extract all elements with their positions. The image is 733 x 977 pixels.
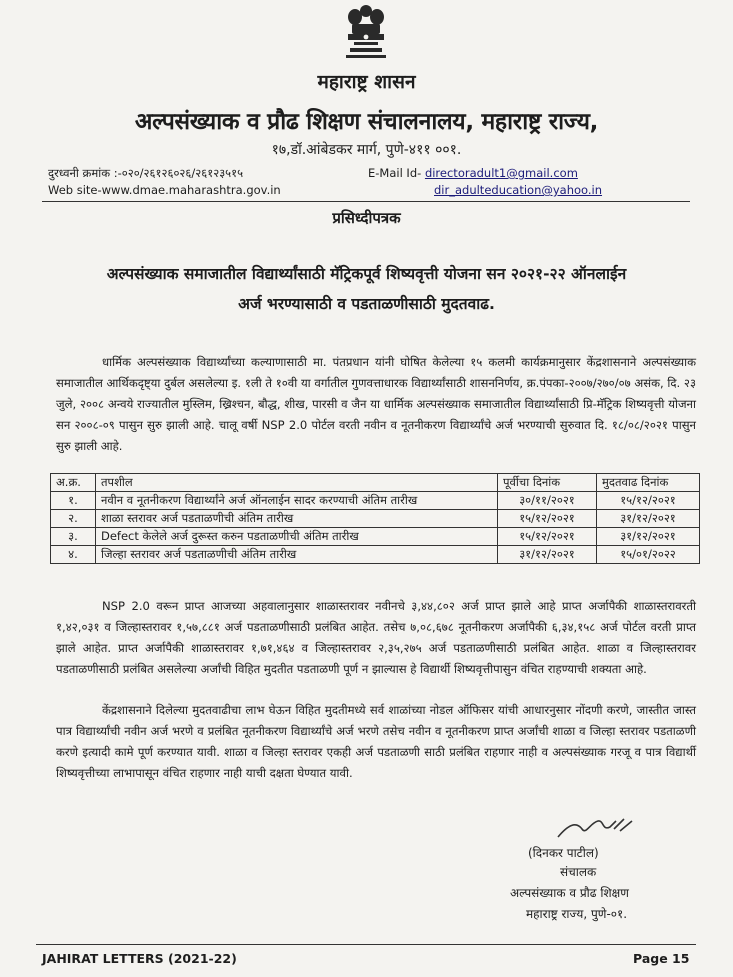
deadline-table bbox=[50, 473, 700, 564]
state-emblem bbox=[340, 2, 392, 62]
signatory-office: अल्पसंख्याक व प्रौढ शिक्षण bbox=[510, 886, 629, 900]
email-address-1[interactable]: directoradult1@gmail.com bbox=[424, 166, 578, 180]
email-line-1 bbox=[368, 166, 578, 180]
cell-extended-date: १५/१२/२०२१ bbox=[597, 492, 700, 510]
subject-line-1: अल्पसंख्याक समाजातील विद्यार्थ्यांसाठी मॅट्रिकपूर्व शिष्यवृत्ती योजना सन २०२१-२२ ऑनलाईन bbox=[106, 265, 627, 283]
signatory-designation: संचालक bbox=[560, 865, 597, 879]
cell-previous-date: १५/१२/२०२१ bbox=[498, 510, 597, 528]
footer-left: JAHIRAT LETTERS (2021-22) bbox=[42, 951, 237, 966]
cell-extended-date: ३१/१२/२०२१ bbox=[597, 510, 700, 528]
cell-details: जिल्हा स्तरावर अर्ज पडताळणीची अंतिम तारीख bbox=[96, 546, 498, 564]
cell-serial: २. bbox=[51, 510, 96, 528]
department-name: अल्पसंख्याक व प्रौढ शिक्षण संचालनालय, महाराष्ट्र राज्य, bbox=[134, 109, 599, 135]
table-row bbox=[51, 510, 700, 528]
table-row bbox=[51, 546, 700, 564]
website: Web site-www.dmae.maharashtra.gov.in bbox=[48, 183, 281, 197]
footer-divider bbox=[36, 944, 696, 945]
col-extended-date: मुदतवाढ दिनांक bbox=[597, 474, 700, 492]
cell-details: Defect केलेले अर्ज दुरूस्त करुन पडताळणीची अंतिम तारीख bbox=[96, 528, 498, 546]
email-label: E-Mail Id- bbox=[368, 166, 422, 180]
paragraph-status: NSP 2.0 वरून प्राप्त आजच्या अहवालानुसार शाळास्तरावर नवीनचे ३,४४,८०२ अर्ज प्राप्त झाले आहे प्राप्त अर्जापैकी शाळास्तरावरती १,४२,०३१ व जिल्हास्तरावर १,५७,८८१ अर्ज पडताळणीसाठी प्रलंबित आहेत. तसेच ७,०८,६७८ नूतनीकरण अर्जापैकी ६,३४,१५८ अर्ज पोर्टल वरती प्राप्त झाले आहेत. प्राप्त अर्जापैकी शाळास्तरावर १,७१,४६४ व जिल्हास्तरावर २,३५,२७५ अर्ज पडताळणीसाठी प्रलंबित आहेत. शाळा व जिल्हास्तरावर पडताळणीसाठी प्रलंबित असलेल्या अर्जांची विहित मुदतीत पडताळणी पूर्ण न झाल्यास हे विद्यार्थी शिष्यवृत्तीपासुन वंचित राहण्याची शक्यता आहे. bbox=[56, 599, 696, 676]
email-address-2[interactable]: dir_adulteducation@yahoo.in bbox=[434, 183, 603, 197]
signatory-name: (दिनकर पाटील) bbox=[528, 846, 599, 860]
cell-extended-date: ३१/१२/२०२१ bbox=[597, 528, 700, 546]
notice-heading: प्रसिध्दीपत्रक bbox=[332, 209, 401, 227]
col-previous-date: पूर्वीचा दिनांक bbox=[498, 474, 597, 492]
col-serial: अ.क्र. bbox=[51, 474, 96, 492]
paragraph-intro: धार्मिक अल्पसंख्याक विद्यार्थ्यांच्या कल्याणासाठी मा. पंतप्रधान यांनी घोषित केलेल्या १५ कलमी कार्यक्रमानुसार केंद्रशासनाने अल्पसंख्याक समाजातील आर्थिकदृष्ट्या दुर्बल असलेल्या इ. १ली ते १०वी या वर्गातील गुणवत्ताधारक विद्यार्थ्यांसाठी शासननिर्णय, क्र.पंपका-२००७/२७०/०७ असंक, दि. २३ जुले, २००८ अन्वये राज्यातील मुस्लिम, ख्रिश्चन, बौद्ध, शीख, पारसी व जैन या धार्मिक अल्पसंख्याक समाजातील विद्यार्थ्यांसाठी प्रि-मॅट्रिक शिष्यवृत्ती योजना सन २००८-०९ पासुन सुरु झाली आहे. चालू वर्षी NSP 2.0 पोर्टल वरती नवीन व नूतनीकरण विद्यार्थ्यांचे अर्ज भरण्याची सुरुवात दि. १८/०८/२०२१ पासुन सुरु झाली आहे. bbox=[56, 355, 696, 453]
col-details: तपशील bbox=[96, 474, 498, 492]
table-row bbox=[51, 528, 700, 546]
cell-previous-date: १५/१२/२०२१ bbox=[498, 528, 597, 546]
phone-number: दुरध्वनी क्रमांक :-०२०/२६१२६०२६/२६१२३५१५ bbox=[48, 166, 244, 180]
cell-details: शाळा स्तरावर अर्ज पडताळणीची अंतिम तारीख bbox=[96, 510, 498, 528]
cell-previous-date: ३०/११/२०२१ bbox=[498, 492, 597, 510]
subject-line-2: अर्ज भरण्यासाठी व पडताळणीसाठी मुदतवाढ. bbox=[238, 295, 495, 313]
cell-previous-date: ३१/१२/२०२१ bbox=[498, 546, 597, 564]
page-number: Page 15 bbox=[633, 951, 690, 966]
cell-serial: १. bbox=[51, 492, 96, 510]
paragraph-instructions: केंद्रशासनाने दिलेल्या मुदतवाढीचा लाभ घेऊन विहित मुदतीमध्ये सर्व शाळांच्या नोडल ऑफिसर यांची आधारनुसार नोंदणी करणे, जास्तीत जास्त पात्र विद्यार्थ्यांची नवीन अर्ज भरणे व प्रलंबित नूतनीकरण विद्यार्थ्यांचे अर्ज भरणे तसेच नवीन व नूतनीकरण प्राप्त अर्जांची शाळा व जिल्हा स्तरावर पडताळणी करणे इत्यादी कामे पूर्ण करण्यात यावी. शाळा व जिल्हा स्तरावर एकही अर्ज पडताळणी साठी प्रलंबित राहणार नाही व अल्पसंख्याक गरजू व पात्र विद्यार्थी शिष्यवृत्तीच्या लाभापासून वंचित राहणार नाही याची दक्षता घेण्यात यावी. bbox=[56, 703, 696, 780]
office-address: १७,डॉ.आंबेडकर मार्ग, पुणे-४११ ००१. bbox=[271, 142, 462, 158]
table-header-row bbox=[51, 474, 700, 492]
government-name: महाराष्ट्र शासन bbox=[317, 71, 416, 93]
header-divider bbox=[42, 201, 690, 202]
signature-scribble bbox=[554, 815, 636, 845]
cell-details: नवीन व नूतनीकरण विद्यार्थ्यांने अर्ज ऑनलाईन सादर करण्याची अंतिम तारीख bbox=[96, 492, 498, 510]
signatory-location: महाराष्ट्र राज्य, पुणे-०१. bbox=[526, 907, 628, 921]
table-row bbox=[51, 492, 700, 510]
cell-extended-date: १५/०१/२०२२ bbox=[597, 546, 700, 564]
cell-serial: ३. bbox=[51, 528, 96, 546]
cell-serial: ४. bbox=[51, 546, 96, 564]
